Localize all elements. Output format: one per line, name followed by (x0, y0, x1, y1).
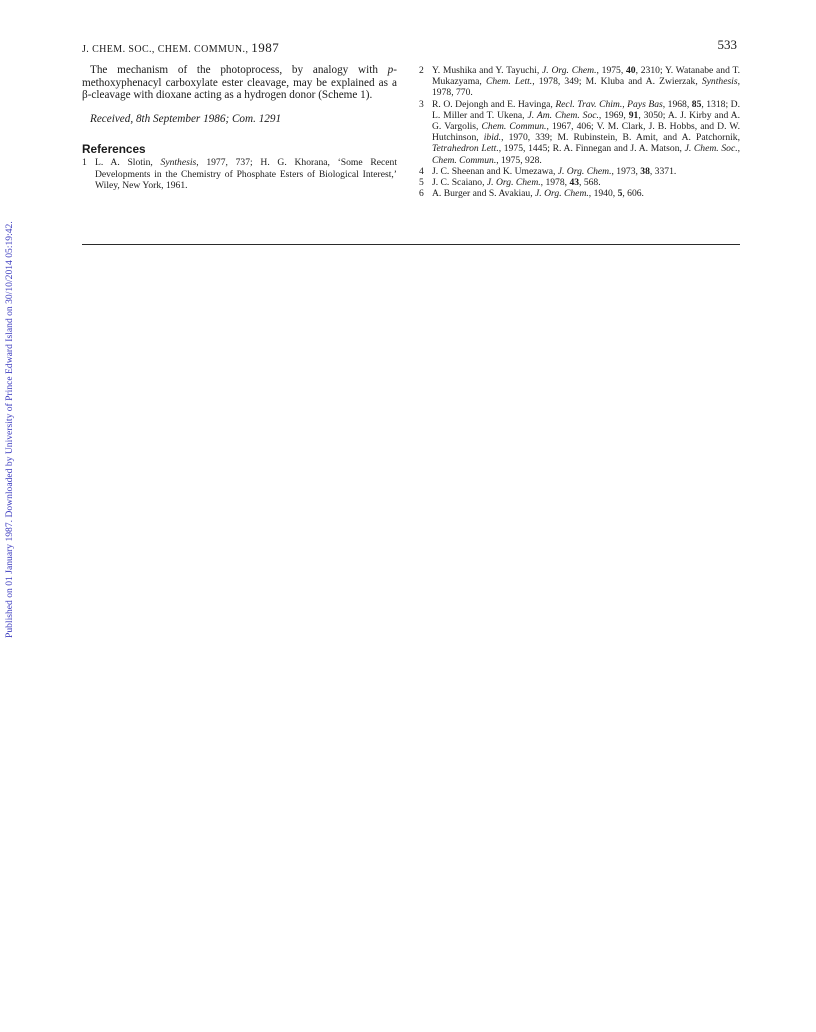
ref-journal: J. Am. Chem. Soc. (527, 109, 599, 121)
reference-number: 3 (419, 98, 424, 110)
ref-text: L. A. Slotin, (95, 157, 161, 169)
reference-item (419, 166, 740, 177)
ref-text: , 3050; A. J. Kirby and A. G. Vargolis, (432, 109, 740, 133)
reference-item (419, 177, 740, 188)
ref-journal: J. Org. Chem. (486, 177, 541, 189)
ref-text: , 1978, 349; M. Kluba and A. Zwierzak, (532, 76, 702, 88)
ref-journal: Chem. Commun. (481, 121, 547, 133)
ref-text: R. O. Dejongh and E. Havinga, (432, 98, 556, 110)
ref-text: , 1318; D. L. Miller and T. Ukena, (432, 98, 740, 121)
ref-journal: J. Org. Chem. (557, 165, 612, 177)
ref-text: , 568. (579, 177, 601, 189)
reference-item (419, 99, 740, 166)
journal-year: 1987 (251, 40, 280, 55)
ref-text: , 2310; Y. Watanabe and T. Mukazyama, (432, 65, 740, 88)
reference-item (419, 188, 740, 199)
ref-text: , 1975, 1445; R. A. Finnegan and J. A. Matson, (498, 143, 685, 155)
ref-text: J. C. Scaiano, (432, 177, 487, 189)
ref-journal: Chem. Lett. (485, 76, 533, 88)
reference-number: 2 (419, 65, 424, 76)
ref-journal: ibid. (483, 132, 502, 144)
reference-item (82, 157, 397, 191)
ref-text: , 1975, (596, 65, 626, 76)
ref-text: , 1969, (598, 109, 629, 121)
references-list-right (419, 65, 740, 199)
reference-number: 5 (419, 177, 424, 189)
reference-number: 4 (419, 165, 424, 177)
ref-text: , 1973, (611, 165, 641, 177)
ref-text: , 1940, (588, 188, 618, 200)
reference-item (419, 65, 740, 99)
ref-volume: 43 (569, 177, 580, 189)
ref-text: , 1978, (540, 177, 570, 189)
body-text-italic: p (387, 64, 394, 76)
ref-text: , 1977, 737; H. G. Khorana, ‘Some Recent Developments in the Chemistry of Phosphate Esters of Biological Interest,’ Wiley, New York, 1961. (95, 157, 397, 191)
ref-volume: 38 (640, 165, 650, 177)
ref-journal: J. Org. Chem. (542, 65, 597, 76)
download-stamp (4, 175, 18, 645)
ref-text: A. Burger and S. Avakiau, (432, 188, 536, 200)
body-text: The mechanism of the photoprocess, by analogy with (90, 64, 388, 76)
ref-text: J. C. Sheenan and K. Umezawa, (432, 165, 558, 177)
download-stamp-text: Published on 01 January 1987. Downloaded by University of Prince Edward Island on 30/10/2014 05:19:42. (4, 221, 15, 638)
ref-text: , 3371. (649, 165, 677, 177)
ref-text: , 1968, (662, 98, 692, 110)
ref-volume: 5 (617, 188, 623, 200)
ref-text: Y. Mushika and Y. Tayuchi, (432, 65, 543, 76)
left-column (82, 64, 397, 191)
page-number: 533 (717, 37, 737, 52)
reference-number: 1 (82, 157, 87, 169)
journal-name: J. CHEM. SOC., CHEM. COMMUN., (82, 44, 249, 55)
ref-journal: Synthesis (701, 76, 738, 88)
ref-text: , 1975, 928. (496, 154, 542, 166)
ref-text: , 1978, 770. (432, 76, 740, 99)
ref-volume: 85 (691, 98, 702, 110)
ref-journal: Tetrahedron Lett. (432, 143, 499, 155)
ref-journal: J. Chem. Soc., Chem. Commun. (432, 143, 740, 166)
running-head (82, 40, 279, 56)
ref-text: , 1970, 339; M. Rubinstein, B. Amit, and A. Patchornik, (501, 132, 740, 144)
received-line: Received, 8th September 1986; Com. 1291 (90, 112, 282, 125)
ref-volume: 40 (626, 65, 636, 76)
ref-journal: Recl. Trav. Chim., Pays Bas (555, 98, 663, 110)
right-column (419, 65, 740, 199)
page-rule (82, 244, 740, 245)
ref-journal: Synthesis (160, 157, 197, 169)
references-list-left (82, 157, 397, 191)
ref-journal: J. Org. Chem. (535, 188, 589, 200)
reference-number: 6 (419, 188, 424, 200)
ref-text: , 1967, 406; V. M. Clark, J. B. Hobbs, and D. W. Hutchinson, (432, 121, 740, 144)
body-paragraph (82, 64, 397, 102)
ref-volume: 91 (628, 109, 639, 121)
references-heading: References (82, 142, 146, 157)
body-text: -methoxyphenacyl carboxylate ester cleavage, may be explained as a β-cleavage with dioxane acting as a hydrogen donor (Scheme 1). (82, 64, 397, 102)
ref-text: , 606. (622, 188, 644, 200)
